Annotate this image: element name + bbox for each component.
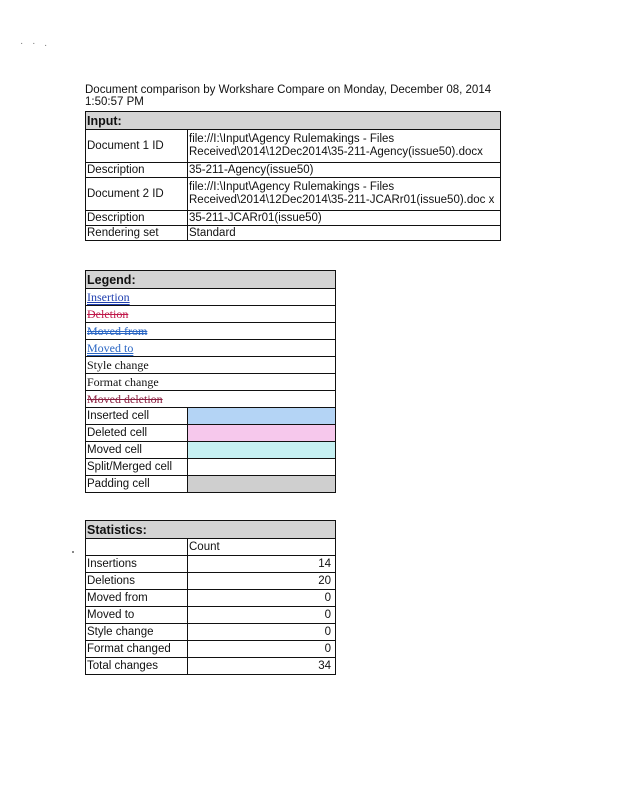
stat-label: Moved to <box>86 607 188 624</box>
input-value: 35-211-Agency(issue50) <box>188 163 501 178</box>
input-label: Rendering set <box>86 226 188 241</box>
legend-text: Deletion <box>87 306 129 321</box>
legend-insertion <box>86 289 336 306</box>
padding-cell-swatch <box>188 476 336 493</box>
legend-text: Moved deletion <box>87 391 163 406</box>
stat-label: Format changed <box>86 641 188 658</box>
statistics-table <box>85 520 336 675</box>
stat-count: 20 <box>188 573 336 590</box>
input-header: Input: <box>86 112 501 130</box>
inserted-cell-swatch <box>188 408 336 425</box>
stat-count: 14 <box>188 556 336 573</box>
moved-cell-swatch <box>188 442 336 459</box>
legend-cell-label: Padding cell <box>86 476 188 493</box>
stat-label: Moved from <box>86 590 188 607</box>
legend-cell-label: Split/Merged cell <box>86 459 188 476</box>
stat-label: Insertions <box>86 556 188 573</box>
statistics-blank-cell <box>86 539 188 556</box>
input-label: Document 2 ID <box>86 178 188 211</box>
legend-text: Moved to <box>87 340 134 355</box>
input-value: Standard <box>188 226 501 241</box>
input-label: Description <box>86 211 188 226</box>
legend-text: Moved from <box>87 323 148 338</box>
legend-text: Format change <box>87 374 159 389</box>
input-table <box>85 111 501 241</box>
legend-moved-to <box>86 340 336 357</box>
stat-count: 0 <box>188 624 336 641</box>
legend-header: Legend: <box>86 271 336 289</box>
count-column-header: Count <box>188 539 336 556</box>
stat-count: 0 <box>188 590 336 607</box>
scan-dot <box>72 551 74 553</box>
legend-moved-deletion <box>86 391 336 408</box>
stat-label: Total changes <box>86 658 188 675</box>
page-title: Document comparison by Workshare Compare on Monday, December 08, 2014 1:50:57 PM <box>85 84 492 108</box>
legend-format-change <box>86 374 336 391</box>
input-label: Document 1 ID <box>86 130 188 163</box>
legend-cell-label: Inserted cell <box>86 408 188 425</box>
stat-label: Style change <box>86 624 188 641</box>
legend-cell-label: Deleted cell <box>86 425 188 442</box>
stat-count: 0 <box>188 607 336 624</box>
legend-text: Insertion <box>87 289 130 304</box>
legend-cell-label: Moved cell <box>86 442 188 459</box>
statistics-header: Statistics: <box>86 521 336 539</box>
input-value: file://I:\Input\Agency Rulemakings - Files Received\2014\12Dec2014\35-211-Agency(issue50).docx <box>188 130 501 163</box>
split-merged-cell-swatch <box>188 459 336 476</box>
legend-style-change <box>86 357 336 374</box>
deleted-cell-swatch <box>188 425 336 442</box>
stat-count: 0 <box>188 641 336 658</box>
legend-table <box>85 270 336 493</box>
scan-specks: · · . <box>20 38 50 49</box>
legend-moved-from <box>86 323 336 340</box>
stat-label: Deletions <box>86 573 188 590</box>
stat-count: 34 <box>188 658 336 675</box>
legend-text: Style change <box>87 357 149 372</box>
input-value: 35-211-JCARr01(issue50) <box>188 211 501 226</box>
input-label: Description <box>86 163 188 178</box>
legend-deletion <box>86 306 336 323</box>
input-value: file://I:\Input\Agency Rulemakings - Files Received\2014\12Dec2014\35-211-JCARr01(issue50).doc x <box>188 178 501 211</box>
